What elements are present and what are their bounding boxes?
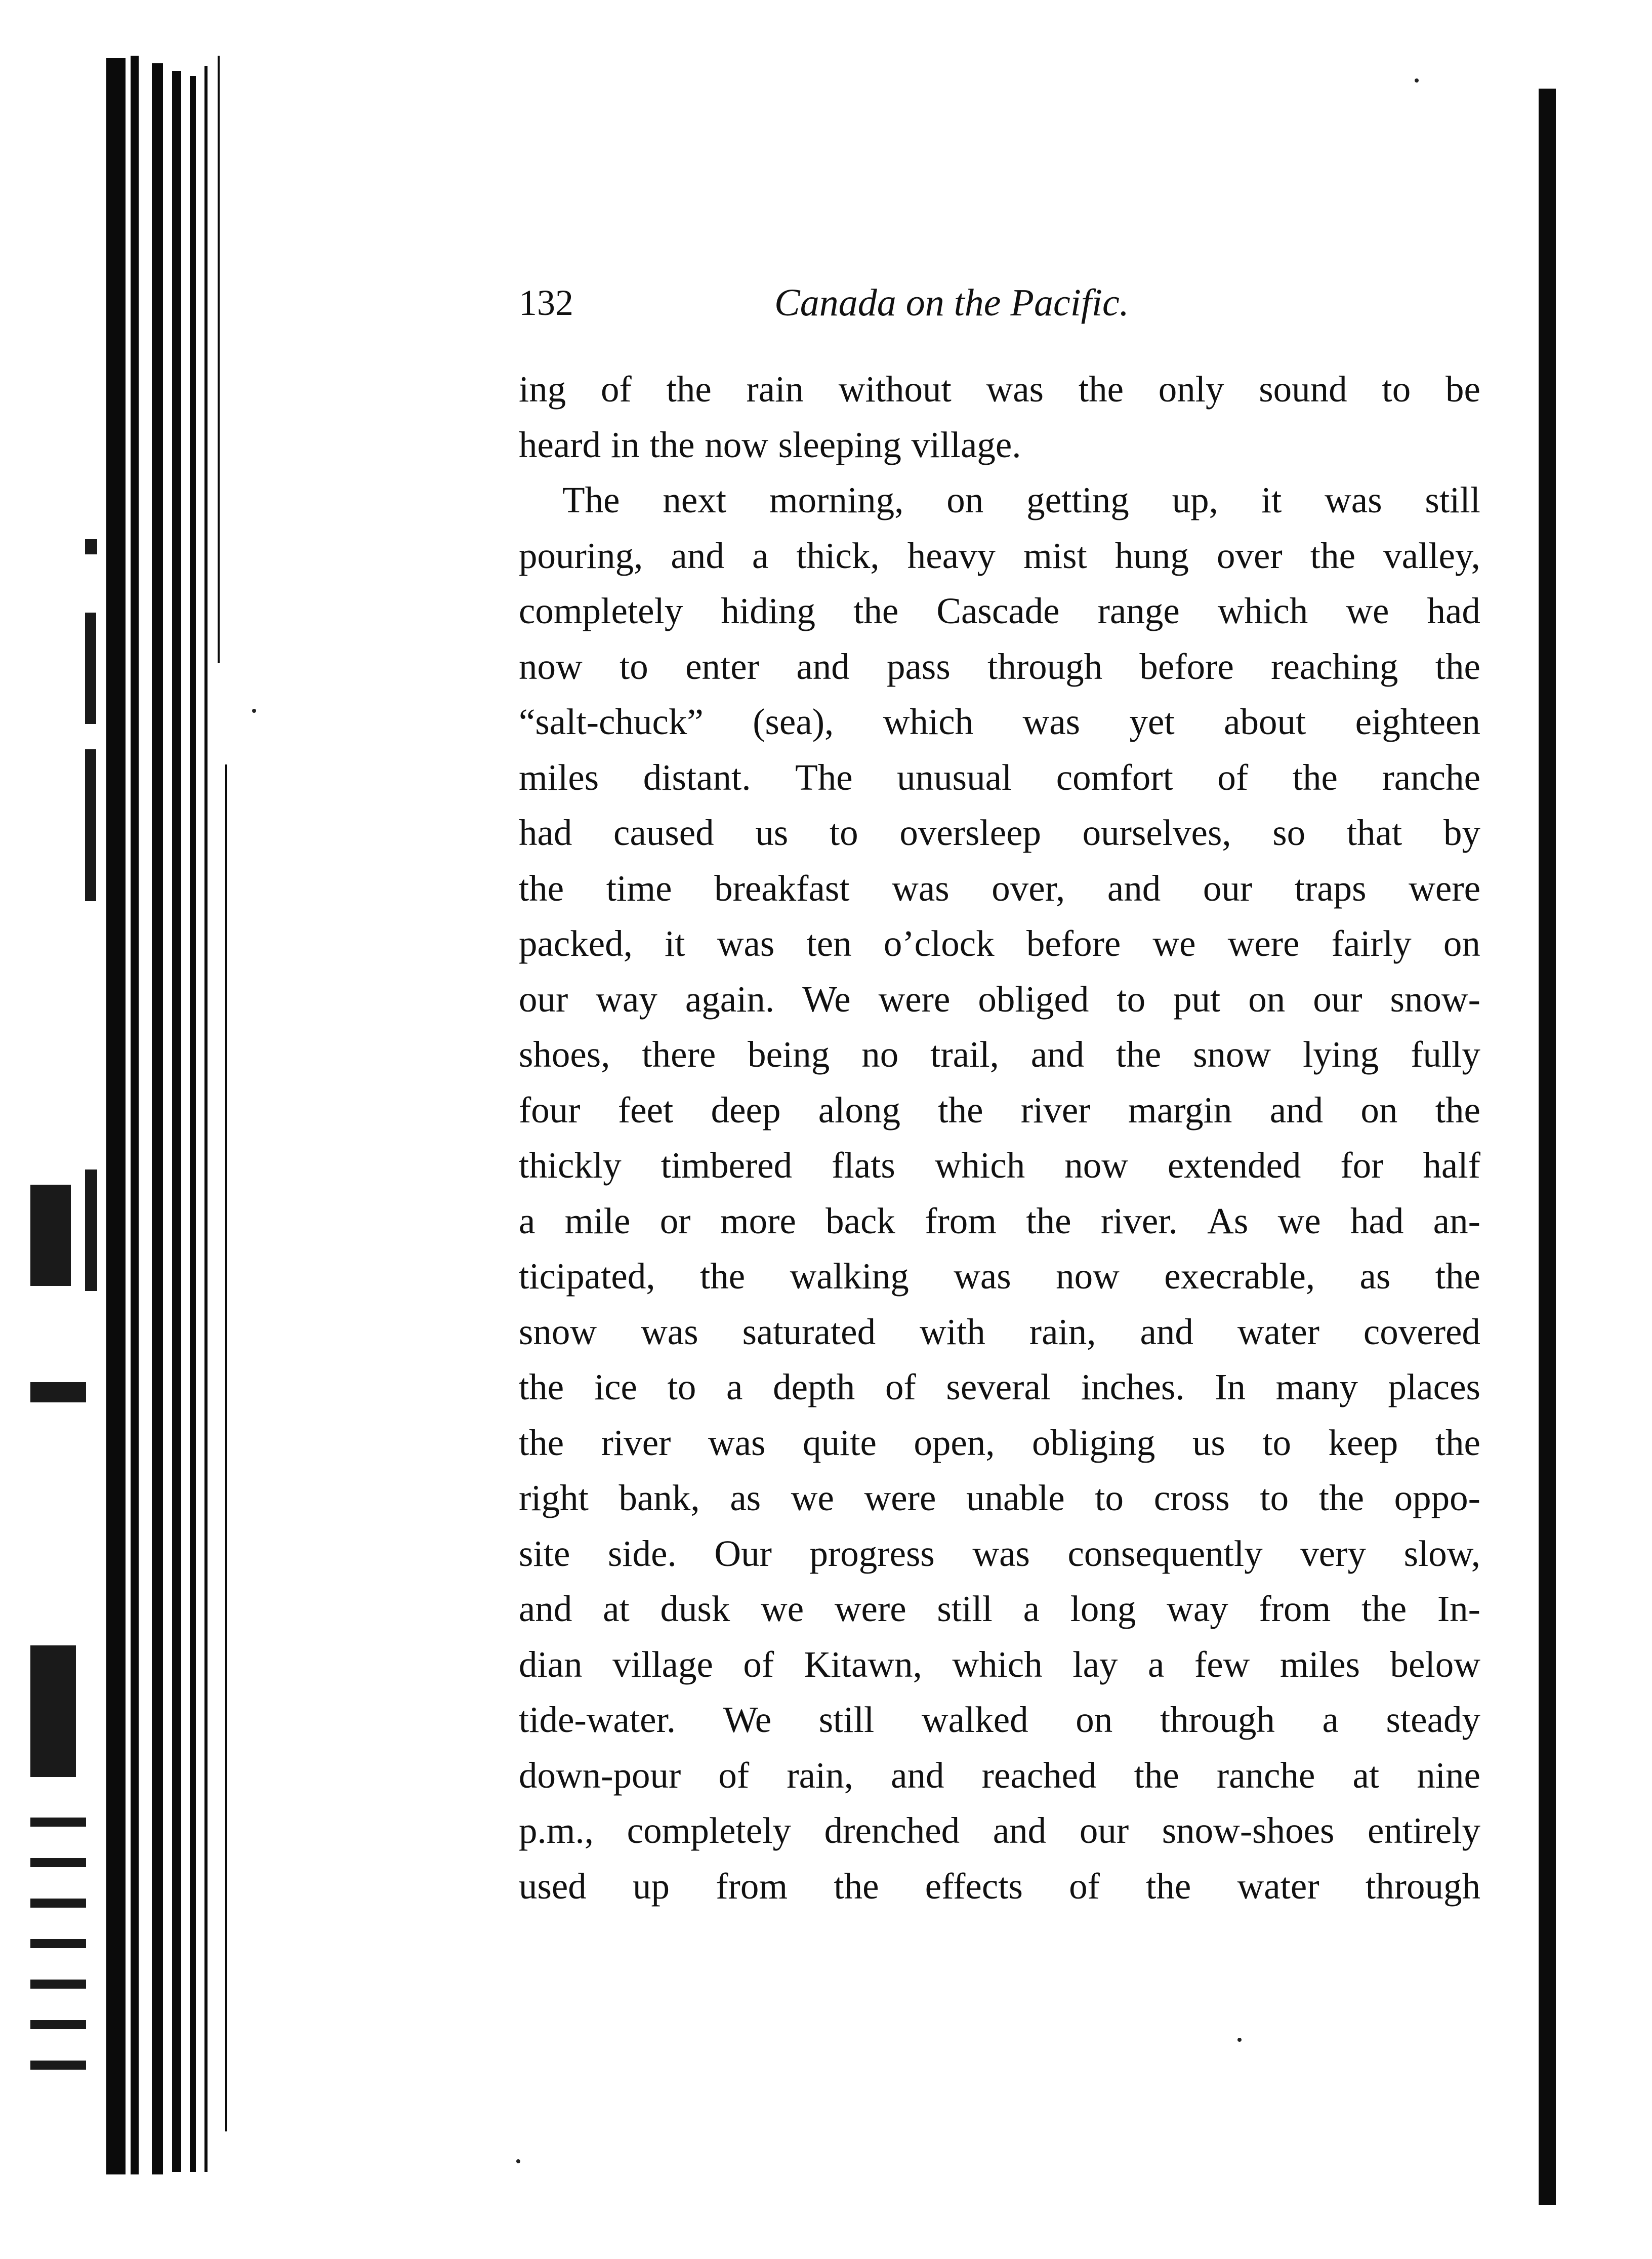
word: margin <box>1128 1089 1232 1131</box>
word: from <box>716 1865 788 1907</box>
word: village <box>612 1643 713 1685</box>
word: the <box>1318 1477 1364 1518</box>
word: and <box>993 1810 1047 1851</box>
word: unable <box>966 1477 1065 1518</box>
text-line <box>519 1248 1480 1304</box>
word: As <box>1207 1200 1249 1241</box>
word: packed, <box>519 923 633 964</box>
text-line <box>519 1581 1480 1637</box>
word: walked <box>921 1699 1028 1740</box>
word: heavy <box>907 535 996 576</box>
word: four <box>519 1089 581 1131</box>
word: timbered <box>660 1145 793 1186</box>
word: to <box>667 1366 696 1407</box>
word: was <box>641 1311 698 1352</box>
word: sound <box>1259 369 1347 410</box>
word: water <box>1237 1865 1319 1907</box>
word: were <box>1409 867 1480 909</box>
word: of <box>1217 756 1249 798</box>
word: of <box>1069 1865 1100 1907</box>
word: very <box>1300 1532 1366 1574</box>
word: were <box>1227 923 1300 964</box>
word: before <box>1139 646 1234 687</box>
word: it <box>1261 479 1282 520</box>
word: still <box>818 1699 875 1740</box>
word: only <box>1158 369 1224 410</box>
word: keep <box>1328 1422 1398 1463</box>
word: us <box>1192 1422 1225 1463</box>
word: about <box>1224 701 1306 742</box>
word: long <box>1070 1588 1136 1629</box>
text-line <box>519 583 1480 639</box>
word: nine <box>1417 1754 1480 1796</box>
word: Cascade <box>936 590 1060 631</box>
word: ice <box>594 1366 637 1407</box>
body-text <box>519 361 1480 1914</box>
word: put <box>1173 978 1221 1020</box>
word: back <box>825 1200 895 1241</box>
word: the <box>1116 1034 1162 1075</box>
word: lay <box>1072 1643 1118 1685</box>
text-line <box>519 1637 1480 1692</box>
word: we <box>761 1588 804 1629</box>
word: to <box>1260 1477 1289 1518</box>
word: as <box>1359 1256 1391 1297</box>
word: now <box>1064 1145 1128 1186</box>
word: had <box>519 812 572 853</box>
word: which <box>883 701 974 742</box>
word: and <box>1140 1311 1193 1352</box>
word: that <box>1346 812 1402 853</box>
word: cross <box>1153 1477 1230 1518</box>
word: pass <box>887 646 951 687</box>
word: shoes, <box>519 1034 610 1075</box>
word: ourselves, <box>1082 812 1231 853</box>
word: still <box>937 1588 993 1629</box>
word: reached <box>981 1754 1097 1796</box>
running-head: Canada on the Pacific. <box>774 281 1129 324</box>
word: of <box>885 1366 916 1407</box>
text-line <box>519 1748 1480 1803</box>
word: In- <box>1437 1588 1480 1629</box>
text-line <box>519 1415 1480 1471</box>
word: covered <box>1363 1311 1480 1352</box>
speck <box>1237 2038 1242 2042</box>
word: of <box>743 1643 774 1685</box>
word: p.m., <box>519 1810 594 1851</box>
word: completely <box>627 1810 792 1851</box>
text-line <box>519 972 1480 1027</box>
text-line <box>519 472 1480 528</box>
word: the <box>1435 1422 1480 1463</box>
word: the <box>1292 756 1338 798</box>
word: the <box>700 1256 746 1297</box>
word: the <box>649 424 695 465</box>
word: and <box>1107 867 1161 909</box>
word: quite <box>802 1422 877 1463</box>
page-number: 132 <box>519 283 573 323</box>
word: of <box>718 1754 750 1796</box>
word: was <box>972 1532 1030 1574</box>
word: many <box>1275 1366 1358 1407</box>
word: Our <box>714 1532 772 1574</box>
word: open, <box>914 1422 995 1463</box>
word: (sea), <box>753 701 834 742</box>
text-line <box>519 1027 1480 1082</box>
word: a <box>519 1200 535 1241</box>
word: completely <box>519 590 683 631</box>
word: with <box>920 1311 985 1352</box>
text-line <box>519 1470 1480 1526</box>
text-line <box>519 1138 1480 1193</box>
word: thickly <box>519 1145 622 1186</box>
word: breakfast <box>714 867 850 909</box>
word: us <box>755 812 789 853</box>
text-line <box>519 639 1480 695</box>
word: more <box>720 1200 796 1241</box>
word: was <box>892 867 949 909</box>
word: now <box>705 424 768 465</box>
text-line <box>519 1859 1480 1914</box>
word: steady <box>1386 1699 1480 1740</box>
word: so <box>1272 812 1306 853</box>
word: morning, <box>769 479 904 520</box>
word: snow <box>519 1311 597 1352</box>
word: to <box>1262 1422 1292 1463</box>
word: the <box>519 1422 564 1463</box>
word: was <box>717 923 775 964</box>
word: “salt-chuck” <box>519 701 704 742</box>
word: heard <box>519 424 601 465</box>
word: walking <box>790 1256 909 1297</box>
word: now <box>519 646 583 687</box>
word: pouring, <box>519 535 643 576</box>
word: used <box>519 1865 587 1907</box>
text-line <box>519 1359 1480 1415</box>
word: our <box>1203 867 1253 909</box>
word: reaching <box>1271 646 1398 687</box>
word: the <box>1078 369 1124 410</box>
word: along <box>818 1089 900 1131</box>
word: lying <box>1303 1034 1379 1075</box>
word: no <box>861 1034 899 1075</box>
word: which <box>952 1643 1043 1685</box>
word: right <box>519 1477 589 1518</box>
word: was <box>1022 701 1081 742</box>
word: without <box>838 369 952 410</box>
word: a <box>1023 1588 1040 1629</box>
text-line <box>519 750 1480 805</box>
word: on <box>1443 923 1480 964</box>
word: mile <box>564 1200 631 1241</box>
word: the <box>1361 1588 1407 1629</box>
binding-shadow <box>0 56 253 2182</box>
word: range <box>1097 590 1180 631</box>
word: inches. <box>1081 1366 1185 1407</box>
word: was <box>986 369 1044 410</box>
word: to <box>620 646 648 687</box>
word: the <box>1134 1754 1179 1796</box>
word: deep <box>711 1089 781 1131</box>
word: had <box>1427 590 1480 631</box>
word: obliged <box>978 978 1089 1020</box>
word: In <box>1215 1366 1246 1407</box>
word: our <box>1313 978 1362 1020</box>
word: rain, <box>1029 1311 1096 1352</box>
word: extended <box>1167 1145 1301 1186</box>
word: on <box>1248 978 1286 1020</box>
word: the <box>1310 535 1355 576</box>
word: up, <box>1172 479 1218 520</box>
word: distant. <box>643 756 751 798</box>
word: were <box>864 1477 936 1518</box>
word: Kitawn, <box>804 1643 922 1685</box>
word: it <box>665 923 685 964</box>
word: trail, <box>930 1034 999 1075</box>
word: the <box>938 1089 983 1131</box>
word: which <box>934 1145 1025 1186</box>
word: the <box>1026 1200 1071 1241</box>
word: the <box>1435 646 1480 687</box>
word: we <box>791 1477 834 1518</box>
word: consequently <box>1067 1532 1263 1574</box>
word: way <box>596 978 657 1020</box>
word: dian <box>519 1643 583 1685</box>
word: comfort <box>1056 756 1173 798</box>
word: a <box>726 1366 743 1407</box>
word: again. <box>685 978 775 1020</box>
text-line <box>519 417 1480 473</box>
word: places <box>1388 1366 1480 1407</box>
word: was <box>954 1256 1011 1297</box>
word: at <box>603 1588 630 1629</box>
word: half <box>1423 1145 1480 1186</box>
word: a <box>1322 1699 1339 1740</box>
word: miles <box>519 756 599 798</box>
word: now <box>1056 1256 1120 1297</box>
word: down-pour <box>519 1754 681 1796</box>
word: of <box>601 369 632 410</box>
word: oversleep <box>899 812 1042 853</box>
word: our <box>519 978 568 1020</box>
word: site <box>519 1532 570 1574</box>
word: and <box>1030 1034 1085 1075</box>
word: our <box>1079 1810 1129 1851</box>
word: time <box>606 867 672 909</box>
word: the <box>834 1865 879 1907</box>
word: to <box>1095 1477 1124 1518</box>
word: an- <box>1433 1200 1480 1241</box>
word: by <box>1443 812 1480 853</box>
word: to <box>829 812 858 853</box>
word: fully <box>1411 1034 1480 1075</box>
word: were <box>834 1588 906 1629</box>
word: there <box>642 1034 716 1075</box>
word: river <box>601 1422 671 1463</box>
word: mist <box>1023 535 1087 576</box>
word: o’clock <box>883 923 995 964</box>
text-line <box>519 916 1480 972</box>
word: water <box>1237 1311 1319 1352</box>
word: drenched <box>824 1810 960 1851</box>
word: ticipated, <box>519 1256 655 1297</box>
word: unusual <box>897 756 1012 798</box>
speck <box>252 709 256 713</box>
word: to <box>1382 369 1411 410</box>
word: next <box>663 479 726 520</box>
word: rain <box>746 369 804 410</box>
word: bank, <box>618 1477 700 1518</box>
word: traps <box>1294 867 1367 909</box>
word: on <box>1360 1089 1398 1131</box>
word: execrable, <box>1164 1256 1315 1297</box>
word: as <box>730 1477 761 1518</box>
word: ing <box>519 369 566 410</box>
word: The <box>562 479 620 520</box>
word: few <box>1194 1643 1250 1685</box>
word: dusk <box>660 1588 730 1629</box>
word: depth <box>773 1366 855 1407</box>
word: saturated <box>742 1311 876 1352</box>
word: over <box>1217 535 1283 576</box>
word: slow, <box>1403 1532 1480 1574</box>
word: snow-shoes <box>1162 1810 1335 1851</box>
word: ranche <box>1216 1754 1315 1796</box>
word: entirely <box>1368 1810 1480 1851</box>
text-line <box>519 1082 1480 1138</box>
word: through <box>987 646 1103 687</box>
word: the <box>666 369 712 410</box>
word: yet <box>1129 701 1175 742</box>
text-line <box>519 1193 1480 1249</box>
word: be <box>1445 369 1480 410</box>
word: was <box>708 1422 766 1463</box>
speck <box>1415 78 1419 83</box>
word: snow- <box>1390 978 1480 1020</box>
word: miles <box>1279 1643 1360 1685</box>
word: on <box>946 479 984 520</box>
page-header <box>519 277 1480 328</box>
word: the <box>519 867 564 909</box>
word: we <box>1346 590 1389 631</box>
word: to <box>1117 978 1146 1020</box>
word: the <box>1146 1865 1191 1907</box>
word: were <box>878 978 951 1020</box>
word: the <box>1435 1256 1480 1297</box>
word: from <box>925 1200 997 1241</box>
text-line <box>519 1692 1480 1748</box>
word: through <box>1160 1699 1275 1740</box>
word: caused <box>613 812 714 853</box>
word: effects <box>925 1865 1023 1907</box>
word: snow <box>1193 1034 1271 1075</box>
word: through <box>1365 1865 1480 1907</box>
word: side. <box>607 1532 677 1574</box>
text-line <box>519 1803 1480 1859</box>
text-line <box>519 528 1480 584</box>
word: oppo- <box>1394 1477 1480 1518</box>
word: over, <box>992 867 1065 909</box>
word: way <box>1167 1588 1228 1629</box>
word: we <box>1277 1200 1321 1241</box>
word: at <box>1352 1754 1380 1796</box>
word: We <box>723 1699 772 1740</box>
word: and <box>671 535 724 576</box>
word: up <box>633 1865 670 1907</box>
word: which <box>1217 590 1308 631</box>
word: obliging <box>1032 1422 1155 1463</box>
word: a <box>1148 1643 1165 1685</box>
word: We <box>802 978 851 1020</box>
word: eighteen <box>1355 701 1480 742</box>
word: in <box>610 424 640 465</box>
word: river <box>1020 1089 1091 1131</box>
word: tide-water. <box>519 1699 676 1740</box>
word: had <box>1350 1200 1404 1241</box>
word: several <box>946 1366 1051 1407</box>
word: and <box>796 646 850 687</box>
text-line <box>519 1526 1480 1582</box>
word: getting <box>1026 479 1129 520</box>
word: The <box>795 756 853 798</box>
text-line <box>519 805 1480 861</box>
word: hung <box>1114 535 1189 576</box>
word: and <box>519 1588 572 1629</box>
word: progress <box>809 1532 935 1574</box>
word: valley, <box>1383 535 1480 576</box>
word: a <box>752 535 769 576</box>
word: from <box>1259 1588 1331 1629</box>
word: on <box>1076 1699 1113 1740</box>
word: village. <box>911 424 1021 465</box>
text-line <box>519 694 1480 750</box>
word: flats <box>832 1145 895 1186</box>
word: fairly <box>1331 923 1412 964</box>
word: rain, <box>787 1754 854 1796</box>
word: being <box>748 1034 830 1075</box>
word: still <box>1425 479 1480 520</box>
word: before <box>1026 923 1121 964</box>
text-line <box>519 1304 1480 1360</box>
word: for <box>1340 1145 1384 1186</box>
word: enter <box>685 646 760 687</box>
word: ten <box>806 923 852 964</box>
word: river. <box>1100 1200 1178 1241</box>
word: ranche <box>1382 756 1480 798</box>
word: feet <box>617 1089 674 1131</box>
word: the <box>853 590 899 631</box>
word: sleeping <box>778 424 901 465</box>
word: and <box>1269 1089 1324 1131</box>
text-line <box>519 361 1480 417</box>
word: and <box>891 1754 944 1796</box>
word: or <box>659 1200 691 1241</box>
page-edge-shadow <box>1539 89 1556 2205</box>
word: we <box>1152 923 1196 964</box>
word: thick, <box>796 535 880 576</box>
text-line <box>519 861 1480 916</box>
word: below <box>1390 1643 1480 1685</box>
word: hiding <box>721 590 815 631</box>
speck <box>516 2159 520 2163</box>
word: was <box>1325 479 1382 520</box>
word: the <box>519 1366 564 1407</box>
word: the <box>1435 1089 1480 1131</box>
